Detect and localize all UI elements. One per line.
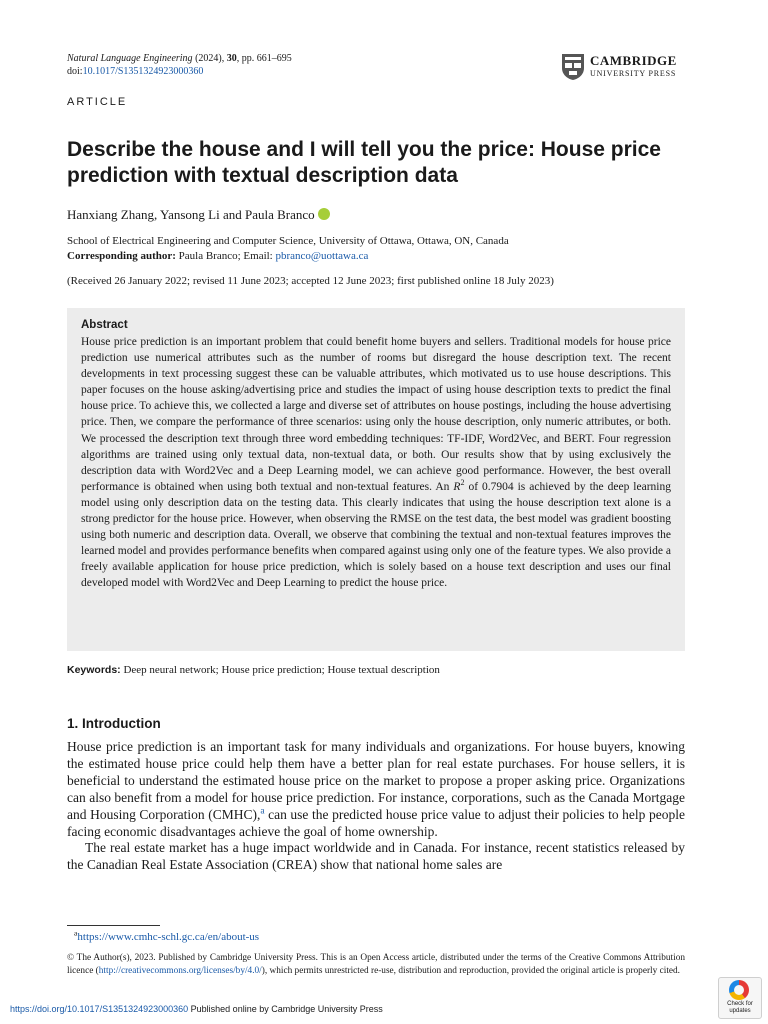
- footnote-ref[interactable]: a: [260, 806, 265, 817]
- paragraph-2: The real estate market has a huge impact worldwide and in Canada. For instance, recent statistics released by the Canadian Real Estate Association (CREA) show that national home sales are: [67, 840, 685, 873]
- abstract-box: [67, 308, 685, 651]
- footnote-link[interactable]: https://www.cmhc-schl.gc.ca/en/about-us: [77, 931, 260, 943]
- p1-part2: can use the predicted house price value to adjust their policies to help people facing economic disadvantages achieve the goal of home ownership.: [67, 806, 685, 839]
- badge-line2: updates: [729, 1008, 751, 1014]
- bottom-bar: [10, 1004, 383, 1014]
- license-part2: ), which permits unrestricted re-use, distribution and reproduction, provided the original article is properly cited.: [261, 966, 681, 976]
- badge-line1: Check for: [727, 1001, 753, 1007]
- abstract-text-part1: House price prediction is an important problem that could benefit home buyers and sellers. Traditional models for house price prediction use numerical attributes such as the number of rooms but disregard the house description text. The recent developments in text processing suggest these can be valuable attributes, which motivated us to use house descriptions. This paper focuses on the house asking/advertising price and studies the impact of using house description texts to predict the final house price. To achieve this, we collected a large and diverse set of attributes on house postings, including the house advertising price. Then, we compare the performance of three scenarios: using only the house description, only numeric attributes, or both. We processed the description text through three word embedding techniques: TF-IDF, Word2Vec, and BERT. Four regression algorithms are trained using only textual data, non-textual data, or both. Our results show that by using exclusively the description data with Word2Vec and a Deep Learning model, we can achieve good performance. However, the best overall performance is obtained when using both textual and non-textual features. An: [81, 336, 671, 493]
- footnote: [74, 928, 260, 943]
- doi-line: [67, 65, 292, 78]
- authors: [67, 207, 330, 223]
- publisher-logo: [561, 53, 687, 81]
- journal-meta: [67, 52, 292, 78]
- doi-label: doi:: [67, 66, 83, 77]
- journal-pages: , pp. 661–695: [236, 53, 292, 64]
- r-superscript: 2: [460, 478, 465, 488]
- journal-name: Natural Language Engineering: [67, 53, 193, 64]
- abstract-text: [81, 334, 671, 592]
- publisher-subname: UNIVERSITY PRESS: [590, 69, 677, 78]
- p1-part1: House price prediction is an important task for many individuals and organizations. For house buyers, knowing the estimated house price could help them have a better plan for real estate purchases. For house sellers, it is beneficial to understand the estimated house price on the market to propose a proper asking price. Organizations can also benefit from a model for house price prediction. For instance, corporations, such as the Canada Mortgage and Housing Corporation (CMHC),: [67, 739, 685, 822]
- paragraph-1: [67, 739, 685, 840]
- license-link[interactable]: http://creativecommons.org/licenses/by/4.0/: [98, 966, 262, 976]
- r-symbol: R: [453, 480, 461, 493]
- affiliation: School of Electrical Engineering and Computer Science, University of Ottawa, Ottawa, ON, Canada: [67, 235, 509, 247]
- shield-icon: [561, 53, 585, 81]
- introduction-body: [67, 739, 685, 874]
- published-note: Published online by Cambridge University Press: [188, 1004, 383, 1014]
- article-type: ARTICLE: [67, 96, 128, 108]
- corresponding-author: [67, 249, 509, 264]
- abstract-heading: Abstract: [81, 319, 128, 331]
- journal-volume: 30: [226, 53, 237, 64]
- check-for-updates-button[interactable]: [718, 977, 762, 1019]
- update-icon: [729, 980, 749, 1000]
- bottom-doi-link[interactable]: https://doi.org/10.1017/S1351324923000360: [10, 1004, 189, 1014]
- doi-link[interactable]: 10.1017/S1351324923000360: [82, 66, 204, 77]
- corresponding-label: Corresponding author:: [67, 250, 176, 262]
- license-text: [67, 952, 685, 978]
- keywords: [67, 664, 440, 676]
- badge-label: [719, 1001, 761, 1015]
- received-dates: (Received 26 January 2022; revised 11 June 2023; accepted 12 June 2023; first published online 18 July 2023): [67, 275, 554, 287]
- email-link[interactable]: pbranco@uottawa.ca: [275, 250, 369, 262]
- keywords-label: Keywords:: [67, 664, 121, 676]
- keywords-text: Deep neural network; House price prediction; House textual description: [120, 664, 440, 676]
- abstract-text-part2: of 0.7904 is achieved by the deep learning model using only description data on the testing data. This clearly indicates that using the house description text alone is a strong predictor for the house price. However, when observing the RMSE on the test data, the best model was gradient boosting using both numeric and description data. Overall, we observe that combining the textual and non-textual features improves the learned model and provides performance benefits when compared against using only one of the feature types. We also provide a freely available application for house price prediction, which is solely based on a house text description and uses our final developed model with Word2Vec and Deep Learning to predict the house price.: [81, 480, 671, 590]
- citation-line: [67, 52, 292, 65]
- section-heading: 1. Introduction: [67, 716, 161, 731]
- corresponding-text: Paula Branco; Email:: [175, 250, 276, 262]
- author-names: Hanxiang Zhang, Yansong Li and Paula Branco: [67, 207, 315, 222]
- license-part1: © The Author(s), 2023. Published by Cambridge University Press. This is an Open Access article, distributed under the terms of the Creative Commons Attribution licence (: [67, 953, 685, 976]
- publisher-name: CAMBRIDGE: [590, 53, 677, 68]
- journal-year: (2024),: [195, 53, 225, 64]
- orcid-icon[interactable]: [318, 208, 330, 220]
- footnote-marker: a: [74, 928, 78, 938]
- affiliation-block: [67, 234, 509, 264]
- paper-title: Describe the house and I will tell you the price: House price prediction with textual description data: [67, 138, 661, 187]
- footnote-divider: [67, 925, 160, 926]
